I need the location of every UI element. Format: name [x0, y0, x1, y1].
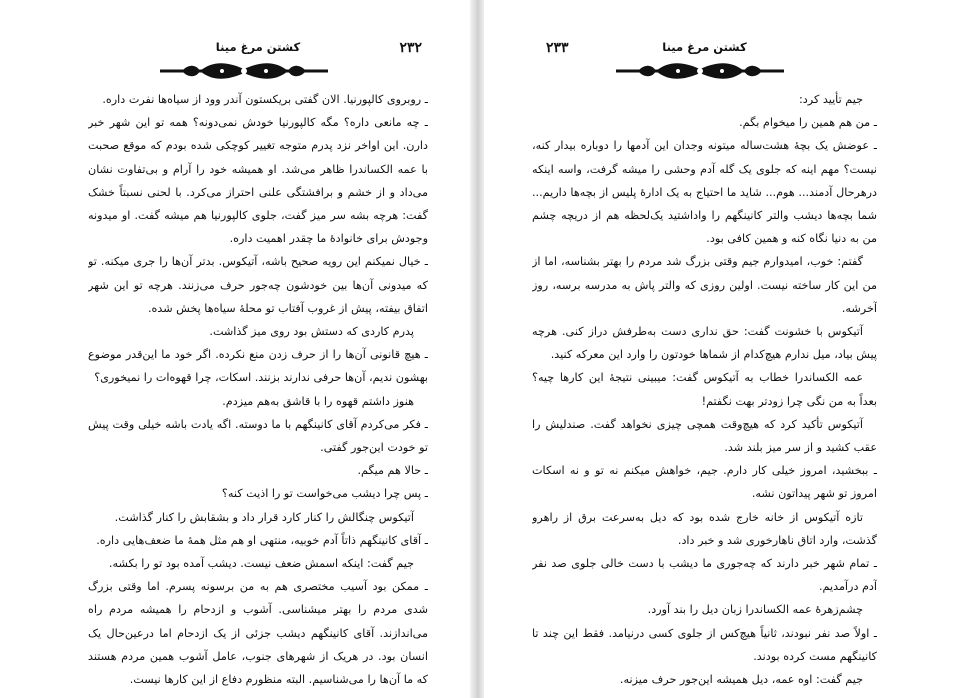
paragraph: پدرم کاردی که دستش بود روی میز گذاشت. — [209, 325, 414, 339]
book-gutter — [470, 0, 484, 698]
page-number: ۲۳۳ — [546, 40, 569, 56]
page-text — [532, 88, 877, 691]
paragraph: ـ پس چرا دیشب می‌خواست تو را اذیت کنه؟ — [221, 487, 428, 501]
paragraph: ـ من هم همین را میخوام بگم. — [739, 116, 877, 130]
paragraph: گفتم: خوب، امیدوارم جیم وقتی بزرگ شد مردم را بهتر بشناسه، اما از من این کار ساخته نیست. اولین روزی که والتر پاش به مدرسه برسه، روز آخرشه. — [532, 255, 877, 315]
paragraph: عمه الکساندرا خطاب به آتیکوس گفت: میبینی نتیجهٔ این کارها چیه؟ بعداً به من نگی چرا زودتر بهت نگفتم! — [532, 371, 877, 408]
right-page — [532, 0, 877, 698]
paragraph: جیم گفت: اوه عمه، دیل همیشه این‌جور حرف میزنه. — [619, 673, 863, 687]
ornament-divider — [160, 60, 328, 82]
paragraph: ـ هیچ قانونی آن‌ها را از حرف زدن منع نکرده. اگر خود ما این‌قدر موضوع بهشون ندیم، آن‌ها حرفی ندارند بزنند. اسکات، چرا قهوه‌ات را نمیخوری؟ — [88, 348, 428, 385]
paragraph: تازه آتیکوس از خانه خارج شده بود که دیل به‌سرعت برق از راهرو گذشت، وارد اتاق ناهارخوری شد و خبر داد. — [532, 510, 877, 547]
paragraph: جیم تأیید کرد: — [799, 93, 863, 106]
running-head — [88, 40, 428, 62]
book-title: کشتن مرغ مینا — [215, 40, 301, 54]
paragraph: ـ فکر می‌کردم آقای کانینگهم با ما دوسته. اگه یادت باشه خیلی وقت پیش تو خودت این‌جور گفتی. — [88, 417, 428, 455]
paragraph: ـ اولاً صد نفر نبودند، ثانیاً هیچ‌کس از جلوی کسی درنیامد. فقط این چند تا کانینگهم مست کرده بودند. — [532, 626, 877, 663]
left-page — [88, 0, 428, 698]
paragraph: ـ ممکن بود آسیب مختصری هم به من برسونه پسرم. اما وقتی بزرگ شدی مردم را بهتر میشناسی. آشوب و ازدحام را همیشه مردم راه می‌اندازند. آقای کانینگهم دیشب جزئی از یک ازدحام اما درعین‌حال یک انسان بود. در هریک از شهرهای جنوب، عامل آشوب همین مردم هستند که ما آن‌ها را می‌شناسیم. البته منظورم دفاع از این کارها نیست. — [88, 580, 428, 687]
ornament-divider — [616, 60, 784, 82]
page-number: ۲۳۲ — [399, 40, 422, 56]
paragraph: چشم‌زهرهٔ عمه الکساندرا زبان دیل را بند آورد. — [647, 603, 863, 617]
paragraph: ـ آقای کانینگهم ذاتاً آدم خوبیه، منتهی او هم مثل همهٔ ما ضعف‌هایی داره. — [96, 533, 428, 547]
paragraph: هنوز داشتم قهوه را با قاشق به‌هم میزدم. — [222, 394, 414, 408]
paragraph: ـ ببخشید، امروز خیلی کار دارم. جیم، خواهش میکنم نه تو و نه اسکات امروز تو شهر پیداتون نشه. — [532, 464, 877, 501]
page-text — [88, 88, 428, 691]
paragraph: جیم گفت: اینکه اسمش ضعف نیست. دیشب آمده بود تو را بکشه. — [108, 557, 414, 571]
paragraph: آتیکوس تأکید کرد که هیچ‌وقت همچی چیزی نخواهد گفت. صندلیش را عقب کشید و از سر میز بلند شد. — [532, 417, 877, 455]
paragraph: ـ تمام شهر خبر دارند که چه‌جوری ما دیشب با دست خالی جلوی صد نفر آدم درآمدیم. — [532, 557, 877, 594]
paragraph: آتیکوس با خشونت گفت: حق نداری دست به‌طرفش دراز کنی. هرچه پیش بیاد، میل ندارم هیچ‌کدام از شماها خودتون را وارد این معرکه کنید. — [532, 325, 877, 362]
paragraph: ـ حالا هم میگم. — [357, 464, 428, 478]
book-title: کشتن مرغ مینا — [662, 40, 747, 54]
running-head — [532, 40, 877, 62]
paragraph: آتیکوس چنگالش را کنار کارد قرار داد و بشقابش را کنار گذاشت. — [114, 510, 414, 524]
paragraph: ـ چه مانعی داره؟ مگه کالپورنیا خودش نمی‌دونه؟ همه تو این شهر خبر دارن. این اواخر نزد پدرم متوجه تغییر کوچکی شده بودم که موقع صحبت با عمه الکساندرا ظاهر می‌شد. او همیشه خود را آرام و بی‌تفاوت نشان می‌داد و از خشم و برافشتگی علنی احتراز می‌کرد. با لحنی نسبتاً خشک گفت: هرچه بشه سر میز گفت، جلوی کالپورنیا هم میشه گفت. او میدونه وجودش برای خانوادهٔ ما چقدر اهمیت داره. — [88, 116, 428, 246]
paragraph: ـ عوضش یک بچهٔ هشت‌ساله میتونه وجدان این آدمها را دوباره بیدار کنه، نیست؟ مهم اینه که جلوی یک گله آدم وحشی را میشه گرفت، واسه اینکه درهرحال آدمند... هوم... شاید ما احتیاج به یک ادارهٔ پلیس از بچه‌ها داریم... شما بچه‌ها دیشب والتر کانینگهم را واداشتید یک‌لحظه هم از دریچه چشم من به دنیا نگاه کنه و همین کافی بود. — [532, 139, 877, 246]
paragraph: ـ خیال نمیکنم این رویه صحیح باشه، آتیکوس. بدتر آن‌ها را جری میکنه. تو که میدونی آن‌ها بین خودشون چه‌جور حرف می‌زنند. هرچه تو این شهر اتفاق بیفته، پیش از غروب آفتاب تو محلهٔ سیاه‌ها پخش شده. — [88, 255, 428, 315]
paragraph: ـ روبروی کالپورنیا. الان گفتی بریکستون آندر وود از سیاه‌ها نفرت داره. — [102, 93, 428, 106]
